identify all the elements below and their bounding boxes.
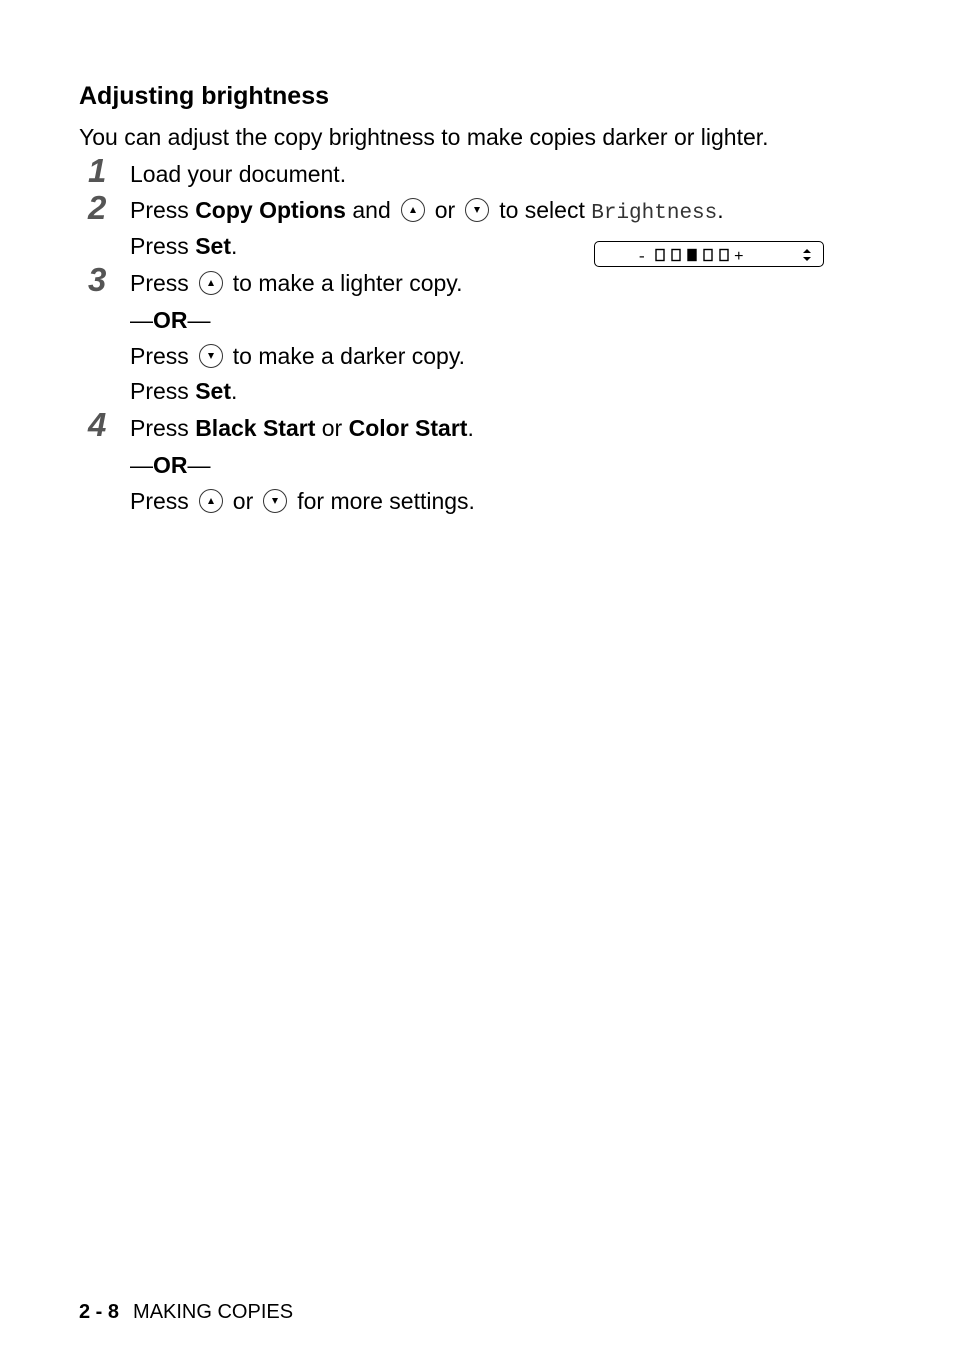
down-arrow-button-icon — [199, 344, 223, 368]
text: to select — [499, 197, 585, 223]
text: to make a darker copy. — [232, 343, 466, 369]
lcd-block — [720, 250, 728, 261]
step-number-3: 3 — [88, 261, 107, 298]
step-number-4: 4 — [88, 406, 107, 443]
step-3-line-3 — [130, 378, 237, 405]
page-footer — [79, 1301, 293, 1324]
page-number: 2 - 8 — [79, 1301, 120, 1323]
text: Press — [130, 378, 189, 404]
text: . — [717, 197, 724, 223]
down-arrow-button-icon — [465, 198, 489, 222]
step-1-text: Load your document. — [130, 161, 347, 187]
step-4-or — [130, 452, 211, 479]
step-2-line-1 — [130, 197, 724, 225]
lcd-brightness-display — [594, 241, 824, 267]
step-3-line-1 — [130, 270, 462, 297]
lcd-block — [672, 250, 680, 261]
text: or — [321, 415, 343, 441]
section-name: MAKING COPIES — [133, 1301, 294, 1323]
lcd-minus-sign: - — [637, 248, 647, 266]
dash: — — [130, 307, 153, 333]
text: to make a lighter copy. — [232, 270, 463, 296]
copy-options-key: Copy Options — [195, 197, 346, 223]
lcd-block-active — [688, 250, 696, 261]
or-label: OR — [153, 307, 188, 333]
lcd-plus-sign: + — [734, 248, 744, 266]
text: Press — [130, 488, 189, 514]
text: Press — [130, 415, 189, 441]
text: . — [467, 415, 474, 441]
color-start-key: Color Start — [348, 415, 468, 441]
down-arrow-button-icon — [263, 489, 287, 513]
text: Press — [130, 343, 189, 369]
step-number-2: 2 — [88, 189, 107, 226]
step-2-line-2 — [130, 233, 237, 260]
up-arrow-button-icon — [401, 198, 425, 222]
dash: — — [130, 452, 153, 478]
lcd-level-blocks — [656, 250, 728, 261]
lcd-graphic — [595, 242, 825, 268]
text: or — [232, 488, 254, 514]
step-4-line-2 — [130, 488, 475, 515]
step-3-or — [130, 307, 211, 334]
text: Press — [130, 197, 189, 223]
text: . — [230, 378, 238, 404]
black-start-key: Black Start — [195, 415, 316, 441]
text: Press — [130, 270, 189, 296]
set-key: Set — [195, 378, 231, 404]
lcd-block — [656, 250, 664, 261]
text: Press — [130, 233, 189, 259]
step-number-1: 1 — [88, 152, 107, 189]
text: or — [434, 197, 456, 223]
up-arrow-button-icon — [199, 271, 223, 295]
section-heading: Adjusting brightness — [79, 82, 329, 110]
text: . — [230, 233, 238, 259]
dash: — — [187, 307, 211, 333]
intro-text: You can adjust the copy brightness to make copies darker or lighter. — [79, 124, 769, 150]
text: for more settings. — [297, 488, 475, 514]
lcd-option-brightness: Brightness — [591, 202, 718, 225]
dash: — — [187, 452, 211, 478]
lcd-scroll-arrows-icon — [803, 249, 811, 261]
up-arrow-button-icon — [199, 489, 223, 513]
or-label: OR — [153, 452, 188, 478]
set-key: Set — [195, 233, 231, 259]
lcd-block — [704, 250, 712, 261]
step-4-line-1 — [130, 415, 474, 442]
step-3-line-2 — [130, 343, 465, 370]
text: and — [352, 197, 391, 223]
